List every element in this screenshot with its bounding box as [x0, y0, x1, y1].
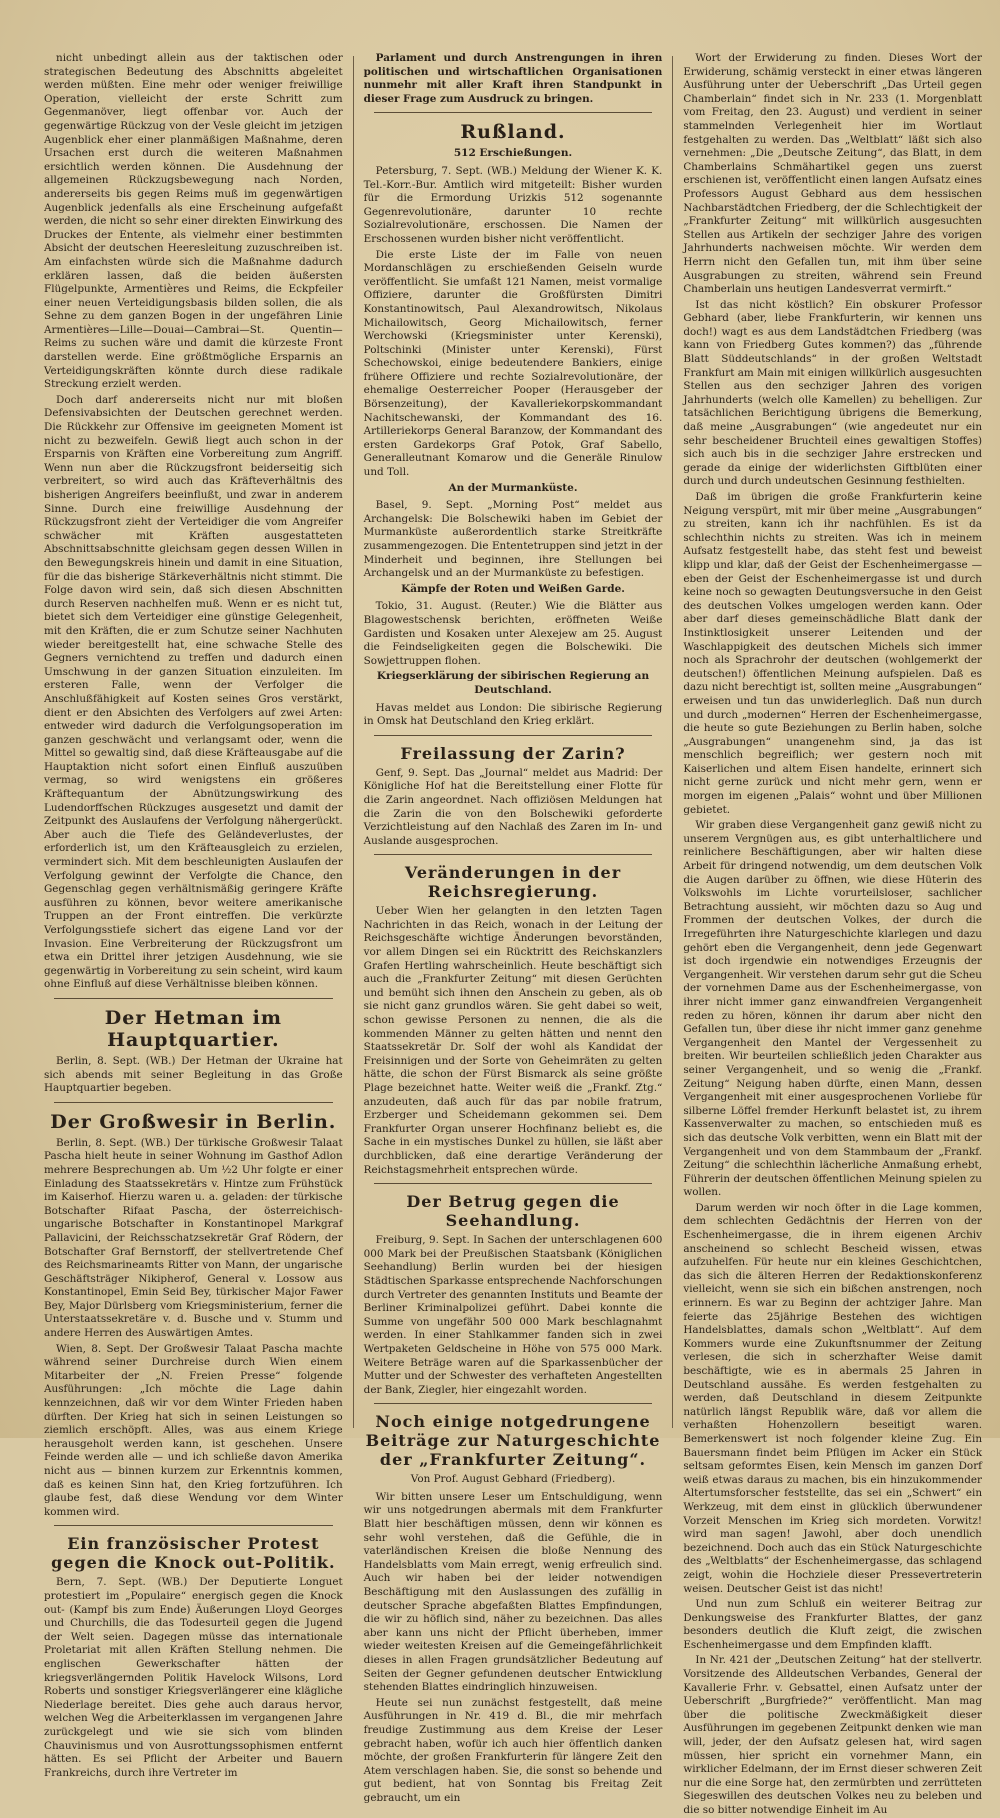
divider	[54, 1525, 333, 1526]
article-text: Wir graben diese Vergangenheit ganz gewiß nicht zu unserem Vergnügen aus, es gibt unterhaltlichere und reinlichere Beschäftigungen, aber wir halten diese Arbeit für dringend notwendig, um dem deutschen Volk die Augen darüber zu öffnen, wie diese Hüterin des Volkswohls im Lichte vorurteilsloser, sachlicher Betrachtung aussieht, wir möchten dazu so Aug und Frommen der deutschen Volkes, der durch die Irregeführten ihre Naturgeschichte klarlegen und dazu gehört eben die Vergangenheit, denn jede Gegenwart ist doch irgendwie ein notwendiges Erzeugnis der Vergangenheit. Wir verstehen darum sehr gut die Scheu der vornehmen Dame aus der Eschenheimergasse, von ihrer nicht immer ganz einwandfreien Vergangenheit reden zu hören, können ihr darum aber nicht den Gefallen tun, über diese ihr nicht immer ganz genehme Vergangenheit den Mantel der Vergessenheit zu breiten. Wir beurteilen schließlich jeden Charakter aus seiner Vergangenheit, und so wenig die „Frankf. Zeitung“ Neigung haben dürfte, einen Mann, dessen Vergangenheit mit einer ausgesprochenen Vorliebe für silberne Löffel fremder Herkunft belastet ist, zu ihrem Kassenverwalter zu machen, so entschieden muß es sich das deutsche Volk verbitten, wenn ein Blatt mit der Vergangenheit und von dem Stammbaum der „Frankf. Zeitung“ die schlechthin lächerliche Anmaßung erhebt, Führerin der deutschen öffentlichen Meinung spielen zu wollen.	[683, 819, 983, 1199]
column-2	[363, 52, 663, 1804]
article-text: Parlament und durch Anstrengungen in ihren politischen und wirtschaftlichen Organisationen nunmehr mit aller Kraft ihren Standpunkt in dieser Frage zum Ausdruck zu bringen.	[363, 52, 663, 105]
divider	[374, 735, 653, 736]
subheading: 512 Erschießungen.	[453, 147, 573, 160]
headline-naturgeschichte: Noch einige notgedrungene Beiträge zur Naturgeschichte der „Frankfurter Zeitung“.	[365, 1412, 661, 1470]
subheading: Kriegserklärung der sibirischen Regierung an Deutschland.	[376, 670, 650, 696]
article-text: Berlin, 8. Sept. (WB.) Der türkische Großwesir Talaat Pascha hielt heute in seiner Wohnung im Gasthof Adlon mehrere Besprechungen ab. Um ½2 Uhr folgte er einer Einladung des Staatssekretärs v. Hintze zum Frühstück im Kaiserhof. Hierzu waren u. a. geladen: der türkische Botschafter Rifaat Pascha, der österreichisch-ungarische Botschafter in Konstantinopel Markgraf Pallavicini, der Reichsschatzsekretär Graf Rödern, der Botschafter Graf Bernstorff, der stellvertretende Chef des Reichsmarineamts Ritter von Mann, der ungarische Geschäftsträger Nikipherof, General v. Lossow aus Konstantinopel, Emin Seid Bey, türkischer Major Fawer Bey, Major Dürlsberg vom Kriegsministerium, ferner die Unterstaatssekretäre v. d. Busche und v. Stumm und andere Herren des Auswärtigen Amtes.	[44, 1136, 343, 1340]
article-text: Genf, 9. Sept. Das „Journal“ meldet aus Madrid: Der Königliche Hof hat die Bereitstellung einer Flotte für die Zarin angeordnet. Nach offiziösen Meldungen hat die Zarin die von den Bolschewiki geforderte Verzichtleistung auf den Nachlaß des Zaren im In- und Auslande ausgesprochen.	[363, 766, 663, 847]
article-text: Wort der Erwiderung zu finden. Dieses Wort der Erwiderung, schämig versteckt in einer etwas längeren Ausführung unter der Ueberschrift „Das Urteil gegen Chamberlain“ findet sich in Nr. 233 (1. Morgenblatt vom Freitag, den 23. August) und verdient in seiner stammelnden Verlegenheit hier im Wortlaut festgehalten zu werden. Das „Weltblatt“ läßt sich also vernehmen: „Die „Deutsche Zeitung“, das Blatt, in dem Chamberlains Schmähartikel gegen uns zuerst erschienen ist, veröffentlicht einen langen Aufsatz eines Professors August Gebhard aus dem hessischen Nachbarstädtchen Friedberg, der die Schlechtigkeit der „Frankfurter Zeitung“ mit willkürlich ausgesuchten Stellen aus Artikeln der sechziger Jahre des vorigen Jahrhunderts nachweisen möchte. Wir werden dem Herrn nicht den Gefallen tun, mit ihm über seine Ausgrabungen zu streiten, während sein Freund Chamberlain uns heutigen Landesverrat vermirft.“	[683, 52, 983, 296]
column-1	[44, 52, 343, 1779]
article-text: Ueber Wien her gelangten in den letzten Tagen Nachrichten in das Reich, wonach in der Leitung der Reichsgeschäfte wichtige Änderungen bevorständen, vor allem Dingen sei ein Rücktritt des Reichskanzlers Grafen Hertling wahrscheinlich. Heute beschäftigt sich auch die „Frankfurter Zeitung“ mit diesen Gerüchten und bemüht sich ihnen den Anschein zu geben, als ob sie nicht ganz grundlos wären. Sie geht dabei so weit, schon gewisse Personen zu nennen, die als die kommenden Männer zu gelten hätten und nennt den Staatssekretär Dr. Solf der wohl als Kandidat der Freisinnigen und der Sorte von Geheimräten zu gelten hätte, die schon der Fürst Bismarck als seine größte Plage bezeichnet hatte. Weiter weiß die „Frankf. Ztg.“ anzudeuten, daß auch für das par nobile fratrum, Erzberger und Scheidemann gekommen sei. Dem Frankfurter Organ unserer Hochfinanz beliebt es, die Sache in ein mystisches Dunkel zu hüllen, sie läßt aber durchblicken, daß eine derartige Veränderung der Reichstagsmehrheit entsprechen würde.	[363, 905, 663, 1176]
byline: Von Prof. August Gebhard (Friedberg).	[410, 1473, 616, 1486]
article-text: Havas meldet aus London: Die sibirische Regierung in Omsk hat Deutschland den Krieg erklärt.	[363, 701, 663, 728]
subheading: Kämpfe der Roten und Weißen Garde.	[401, 582, 625, 595]
headline-russland: Rußland.	[460, 121, 566, 144]
article-text: nicht unbedingt allein aus der taktischen oder strategischen Bedeutung des Abschnitts abgeleitet werden müßten. Eine mehr oder weniger freiwillige Operation, vielleicht der erste Schritt zum Gegenmanöver, liegt offenbar vor. Auch der gegenwärtige Rückzug von der Vesle gleicht im jetzigen Augenblick eher einer planmäßigen Maßnahme, deren Ursachen erst durch die weiteren Maßnahmen ersichtlich werden können. Die Ausdehnung der allgemeinen Rückzugsbewegung nach Norden, andererseits bis gegen Reims muß im gegenwärtigen Augenblick jedenfalls als eine Erscheinung aufgefaßt werden, die nicht so sehr einer direkten Einwirkung des Druckes der Entente, als vielmehr einer bestimmten Absicht der deutschen Heeresleitung zuzuschreiben ist. Am einfachsten würde sich die Maßnahme dadurch erklären lassen, daß die beiden äußersten Flügelpunkte, Armentières und Reims, die Eckpfeiler einer neuen Verteidigungsbasis bilden sollen, die als Sehne zu dem ganzen Bogen in der ungefähren Linie Armentières—Lille—Douai—Cambrai—St. Quentin—Reims zu suchen wäre und damit die kürzeste Front darstellen werde. Eine größtmögliche Ersparnis an Verteidigungskräften könnte durch diese radikale Streckung erzielt werden.	[44, 52, 343, 391]
article-text: Basel, 9. Sept. „Morning Post“ meldet aus Archangelsk: Die Bolschewiki haben im Gebiet der Murmanküste außerordentlich starke Streitkräfte zusammengezogen. Die Ententetruppen sind jetzt in der Minderheit und beginnen, ihre Stellungen bei Archangelsk und an der Murmanküste zu befestigen.	[363, 499, 663, 580]
article-text: Wien, 8. Sept. Der Großwesir Talaat Pascha machte während seiner Durchreise durch Wien einem Mitarbeiter der „N. Freien Presse“ folgende Ausführungen: „Ich möchte die Lage dahin kennzeichnen, daß wir vor dem Winter Frieden haben dürften. Der Krieg hat sich in seinen Leistungen so ziemlich erschöpft. Alles, was aus einem Kriege herausgeholt werden kann, ist geschehen. Unsere Feinde werden alle — und ich schließe davon Amerika nicht aus — binnen kurzem zur Erkenntnis kommen, daß es keinen Sinn hat, den Krieg fortzuführen. Ich glaube fest, daß diese Wendung vor dem Winter kommen wird.	[44, 1342, 343, 1518]
article-text: Und nun zum Schluß ein weiterer Beitrag zur Denkungsweise des Frankfurter Blattes, der ganz besonders deutlich die Kluft zeigt, die zwischen Eschenheimergasse und dem Empfinden klafft.	[683, 1598, 983, 1651]
divider	[374, 1403, 653, 1404]
headline-hetman: Der Hetman im Hauptquartier.	[104, 1006, 282, 1051]
column-3	[683, 52, 983, 1816]
headline-reichsregierung: Veränderungen in der Reichsregierung.	[404, 863, 622, 902]
article-text: Daß im übrigen die große Frankfurterin keine Neigung verspürt, mit mir über meine „Ausgrabungen“ zu streiten, kann ich ihr nachfühlen. Es ist da schlechthin nichts zu streiten. Was ich in meinem Aufsatz festgestellt habe, das steht fest und beweist klipp und klar, daß der Geist der Eschenheimergasse — eben der Geist der Eschenheimergasse ist und durch keine noch so gewagten Deutungsversuche in den Geist des deutschen Volkes umgelogen werden kann. Oder aber darf dieses gemeinschädliche Blatt dank der Instinktlosigkeit unserer Leitenden und der Waschlappigkeit des deutschen Michels sich immer noch als Sprachrohr der deutschen (wohlgemerkt der deutschen!) öffentlichen Meinung aufspielen. Daß es dazu nicht berechtigt ist, sollten meine „Ausgrabungen“ erweisen und tun das unwiderleglich. Daß nun durch und durch „modernen“ Herren der Eschenheimergasse, die heute so gute Beziehungen zu Berlin haben, solche „Ausgrabungen“ unangenehm sind, ja das ist menschlich begreiflich; wer gestern noch mit Kaiserlichen und altem Eisen handelte, erinnert sich nicht gerne zurück und nicht mehr gern, wenn er morgen im eigenen „Palais“ wohnt und über Millionen gebietet.	[683, 491, 983, 816]
article-text: In Nr. 421 der „Deutschen Zeitung“ hat der stellvertr. Vorsitzende des Alldeutschen Verbandes, General der Kavallerie Frhr. v. Gebsattel, einen Aufsatz unter der Ueberschrift „Burgfriede?“ veröffentlicht. Man mag über die politische Zweckmäßigkeit dieser Ausführungen im gegebenen Zeitpunkt denken wie man will, jeder, der den Aufsatz gelesen hat, wird sagen müssen, hier spricht ein vornehmer Mann, ein wirklicher Edelmann, der im Ernst dieser schweren Zeit nur die eine Sorge hat, den zermürbten und zerrütteten Siegeswillen des deutschen Volkes neu zu beleben und die so bitter notwendige Einheit im Au	[683, 1654, 983, 1816]
divider	[54, 1102, 333, 1103]
article-text: Bern, 7. Sept. (WB.) Der Deputierte Longuet protestiert im „Populaire“ energisch gegen die Knock out- (Kampf bis zum Ende) Äußerungen Lloyd Georges und Churchills, die das Todesurteil gegen die Jugend der Welt seien. Dagegen müsse das internationale Proletariat mit allen Kräften Stellung nehmen. Die englischen Gewerkschafter hätten der kriegsverlängernden Politik Havelock Wilsons, Lord Roberts und sonstiger Kriegsverlängerer eine klägliche Niederlage bereitet. Dies gehe auch daraus hervor, welchen Weg die Arbeiterklassen im vergangenen Jahre zurückgelegt und wie sie sich vom blinden Chauvinismus und von Ausrottungssophismen entfernt hätten. Es sei Pflicht der Arbeiter und Bauern Frankreichs, durch ihre Vertreter im	[44, 1576, 343, 1779]
article-text: Tokio, 31. August. (Reuter.) Wie die Blätter aus Blagowestschensk berichten, eröffneten Weiße Gardisten und Kosaken unter Alexejew am 25. August die Feindseligkeiten gegen die Bolschewiki. Die Sowjettruppen flohen.	[363, 600, 663, 667]
article-text: Heute sei nun zunächst festgestellt, daß meine Ausführungen in Nr. 419 d. Bl., die mir mehrfach freudige Zustimmung aus dem Kreise der Leser gebracht haben, wofür ich auch hier öffentlich danken möchte, der großen Frankfurterin für längere Zeit den Atem verschlagen haben. Sie, die sonst so behende und gut bedient, hat von Sonntag bis Freitag Zeit gebraucht, um ein	[363, 1696, 663, 1804]
divider	[374, 112, 653, 113]
headline-seehandlung: Der Betrug gegen die Seehandlung.	[406, 1192, 620, 1231]
article-text: Die erste Liste der im Falle von neuen Mordanschlägen zu erschießenden Geiseln wurde veröffentlicht. Sie umfaßt 121 Namen, meist vormalige Offiziere, darunter die Großfürsten Dimitri Konstantinowitsch, Paul Alexandrowitsch, Nikolaus Michailowitsch, Georg Michailowitsch, ferner Werchowski (Kriegsminister unter Kerenski), Poltschinki (Minister unter Kerenski), Fürst Schechowskoi, einige bedeutendere Bankiers, einige frühere Offiziere und rechte Sozialrevolutionäre, der ehemalige Oesterreicher Pooper (Herausgeber der Börsenzeitung), der Kavalleriekorpskommandant Nachitschewanski, der Kommandant des 16. Artilleriekorps General Baranzow, der Kommandant des ersten Gardekorps Graf Potok, Graf Sabello, Generalleutnant Komarow und die Generäle Rinulow und Toll.	[363, 248, 663, 479]
headline-grosswesir: Der Großwesir in Berlin.	[50, 1110, 337, 1133]
article-text: Freiburg, 9. Sept. In Sachen der unterschlagenen 600 000 Mark bei der Preußischen Staatsbank (Königlichen Seehandlung) Berlin wurden bei der hiesigen Städtischen Sparkasse entsprechende Nachforschungen durch Vertreter des genannten Instituts und Beamte der Berliner Kriminalpolizei geführt. Dabei konnte die Summe von ungefähr 500 000 Mark beschlagnahmt werden. In einer Stahlkammer fanden sich in zwei Wertpaketen Geldscheine in Höhe von 575 000 Mark. Weitere Beträge waren auf die Sparkassenbücher der Mutter und der Schwester des verhafteten Angestellten der Bank, Ziegler, hier eingezahlt worden.	[363, 1234, 663, 1396]
divider	[374, 854, 653, 855]
article-text: Petersburg, 7. Sept. (WB.) Meldung der Wiener K. K. Tel.-Korr.-Bur. Amtlich wird mitgeteilt: Bisher wurden für die Ermordung Urizkis 512 sogenannte Gegenrevolutionäre, darunter 10 rechte Sozialrevolutionäre, erschossen. Die Namen der Erschossenen wurden bisher nicht veröffentlicht.	[363, 164, 663, 245]
article-text: Ist das nicht köstlich? Ein obskurer Professor Gebhard (aber, liebe Frankfurterin, wir kennen uns doch!) wagt es aus dem Landstädtchen Friedberg (was kann von Friedberg Gutes kommen?) das „führende Blatt Süddeutschlands“ in der großen Weltstadt Frankfurt am Main mit einigen willkürlich ausgesuchten Stellen aus den sechziger Jahren des vorigen Jahrhunderts (welch olle Kamellen) zu behelligen. Zur tatsächlichen Berichtigung übrigens die Bemerkung, daß meine „Ausgrabungen“ (wie angedeutet nur ein sehr bescheidener Bruchteil eines gewaltigen Stoffes) sich auch bis in die sechziger Jahre erstrecken und gerade da einige der widerlichsten Giftblüten einer durch und durch undeutschen Gesinnung festhielten.	[683, 298, 983, 488]
column-rule	[353, 56, 354, 1428]
subheading: An der Murmanküste.	[448, 481, 578, 494]
divider	[374, 1183, 653, 1184]
article-text: Berlin, 8. Sept. (WB.) Der Hetman der Ukraine hat sich abends mit seiner Begleitung in das Große Hauptquartier begeben.	[44, 1054, 343, 1095]
headline-zarin: Freilassung der Zarin?	[400, 743, 626, 763]
column-rule	[672, 56, 673, 1428]
article-text: Doch darf andererseits nicht nur mit bloßen Defensivabsichten der Deutschen gerechnet werden. Die Rückkehr zur Offensive im geeigneten Moment ist nicht zu bezweifeln. Gewiß liegt auch schon in der Ersparnis von Kräften eine Vorbereitung zum Angriff. Wenn nun aber die Rückzugsfront beiderseitig sich verbreitert, so wird auch das Kräfteverhältnis des bisherigen Angreifers beeinflußt, und zwar in anderem Sinne. Durch eine freiwillige Ausdehnung der Rückzugsfront zieht der Verteidiger die vom Angreifer schwächer mit Kräften ausgestatteten Abschnittsabschnitte gleichsam gegen dessen Willen in den Bewegungskreis hinein und damit in eine Situation, für die das bisherige Stärkeverhältnis nicht stimmt. Die Folge davon wird sein, daß sich diesen Abschnitten durch Reserven nachhelfen muß. Wenn er es nicht tut, bietet sich dem Verteidiger eine günstige Gelegenheit, mit den Kräften, die er zum Schutze seiner Nachhuten wieder bereitgestellt hat, eine schwache Stelle des Gegners vernichtend zu treffen und dadurch einen Umschwung in der ganzen Situation einzuleiten. Im ersteren Falle, wenn der Verfolger die Anschlußfähigkeit auf Kosten seines Gros verstärkt, dient er den Absichten des Verfolgers auf zwei Arten: entweder wird dadurch die Verfolgungsoperation im ganzen geschwächt und verlangsamt oder, wenn die Mittel so gewaltig sind, daß diese Kräfteausgabe auf die Hauptaktion nicht sofort einen Einfluß auszuüben vermag, so wird wenigstens ein größeres Kräftequantum der Abnützungswirkung des Ludendorffschen Rückzuges ausgesetzt und damit der Zeitpunkt des Auslaufens der Verfolgung nähergerückt. Aber auch die Tiefe des Geländeverlustes, der erforderlich ist, um den Kräfteausgleich zu erzielen, vermindert sich. Mit dem beschleunigten Auslaufen der Verfolgung gewinnt der Verfolgte die Chance, den Gegenschlag gegen verhältnismäßig geringere Kräfte ausführen zu können, bevor weitere amerikanische Truppen an der Front eintreffen. Die verkürzte Verfolgungsstiefe sichert das eigene Land vor der Invasion. Eine Verbreiterung der Rückzugsfront um etwa ein Drittel ihrer jetzigen Ausdehnung, wie sie gegenwärtig in Vorbereitung zu sein scheint, wird kaum ohne Einfluß auf diese Verhältnisse bleiben können.	[44, 393, 343, 991]
headline-protest: Ein französischer Protest gegen die Knock out-Politik.	[51, 1534, 336, 1573]
divider	[54, 998, 333, 999]
article-text: Darum werden wir noch öfter in die Lage kommen, dem schlechten Gedächtnis der Herren von der Eschenheimergasse, die in ihrem eigenen Archiv anscheinend so schlecht Bescheid wissen, etwas aufzuhelfen. Für heute nur ein kleines Geschichtchen, das sich die älteren Herren der Redaktionskonferenz vielleicht, wenn sie sich ein bißchen anstrengen, noch erinnern. Es war zu Beginn der achtziger Jahre. Man feierte das 25jährige Bestehen des wichtigen Handelsblattes, damals schon „Weltblatt“. Auf dem Kommers wurde eine Zukunftsnummer der Zeitung verlesen, die sich in scherzhafter Weise damit beschäftigte, wie es in abermals 25 Jahren in Deutschland aussähe. Es werden festgehalten zu werden, daß Deutschland in diesem Zeitpunkte natürlich längst Republik wäre, daß vor allem die verhaßten Hohenzollern beseitigt waren. Bemerkenswert ist noch folgender kleine Zug. Ein Bauersmann findet beim Pflügen im Acker ein Stück seltsam geformtes Eisen, kein Mensch im ganzen Dorf weiß etwas daraus zu machen, bis ein hinzukommender Altertumsforscher feststellte, das sei ein „Schwert“ ein Werkzeug, mit dem einst in glücklich überwundener Vorzeit Menschen im Krieg sich mordeten. Vorwitz! wird man sagen! Jawohl, aber doch unendlich bezeichnend. Doch auch das ein Stück Naturgeschichte des „Weltblatts“ der Eschenheimergasse, das schlagend zeigt, wohin die Hochziele dieser Pressevertreterin weisen. Deutscher Geist ist das nicht!	[683, 1201, 983, 1595]
article-text: Wir bitten unsere Leser um Entschuldigung, wenn wir uns notgedrungen abermals mit dem Frankfurter Blatt hier beschäftigen müssen, denn wir können es sehr wohl verstehen, daß die Gefühle, die in vaterländischen Kreisen die bloße Nennung des Handelsblatts vom Main erregt, wenig erfreulich sind. Auch wir haben bei der leider notwendigen Beschäftigung mit den Auslassungen des zufällig in deutscher Sprache abgefaßten Blattes Empfindungen, die wir zu höflich sind, näher zu bezeichnen. Das alles aber kann uns nicht der Pflicht überheben, immer wieder weitesten Kreisen auf die Gemeingefährlichkeit dieses in allen Fragen grundsätzlicher Bedeutung auf Seiten der Gegner gefundenen deutscher Entwicklung stehenden Blattes eindringlich hinzuweisen.	[363, 1490, 663, 1694]
